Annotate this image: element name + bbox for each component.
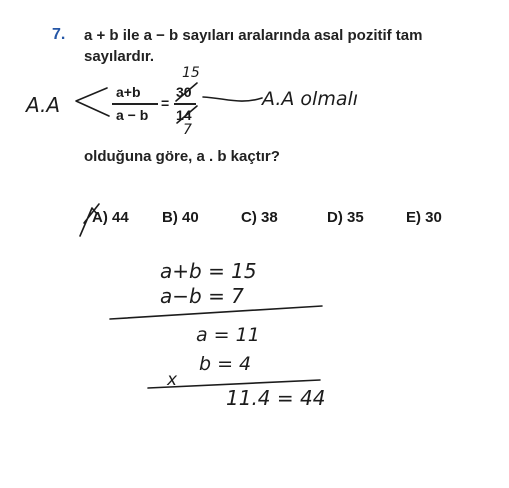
question-line-1: a + b ile a − b sayıları aralarında asal pozitif tam <box>84 27 423 44</box>
hw-work-2: a−b = 7 <box>160 284 244 308</box>
hw-multiply-sign: x <box>167 370 178 390</box>
hw-aa-right: A.A olmalı <box>262 88 359 110</box>
hw-arrow <box>203 97 262 101</box>
ratio-numerator: 30 <box>176 84 192 100</box>
option-d[interactable]: D) 35 <box>327 209 364 226</box>
hw-strike-30 <box>176 83 197 101</box>
question-line-3: olduğuna göre, a . b kaçtır? <box>84 148 280 165</box>
question-number: 7. <box>52 26 66 43</box>
question-line-2: sayılardır. <box>84 48 155 65</box>
hw-strike-14 <box>177 106 197 123</box>
option-a[interactable]: A) 44 <box>92 209 129 226</box>
ratio-denominator: 14 <box>176 107 192 123</box>
hw-work-3: a = 11 <box>196 324 260 346</box>
hw-simplified-num: 15 <box>182 65 200 81</box>
option-b[interactable]: B) 40 <box>162 209 199 226</box>
hw-aa-left: A.A <box>26 93 61 117</box>
hw-work-5: 11.4 = 44 <box>226 386 326 410</box>
hw-work-1: a+b = 15 <box>160 259 257 283</box>
option-e[interactable]: E) 30 <box>406 209 442 226</box>
equals-sign: = <box>161 95 170 111</box>
hw-mark-option-a <box>80 204 99 236</box>
hw-bracket-left <box>76 88 109 116</box>
hw-simplified-den: 7 <box>183 122 192 138</box>
hw-work-4: b = 4 <box>199 353 252 375</box>
fraction-denominator: a − b <box>116 107 149 123</box>
option-c[interactable]: C) 38 <box>241 209 278 226</box>
fraction-numerator: a+b <box>116 84 141 100</box>
